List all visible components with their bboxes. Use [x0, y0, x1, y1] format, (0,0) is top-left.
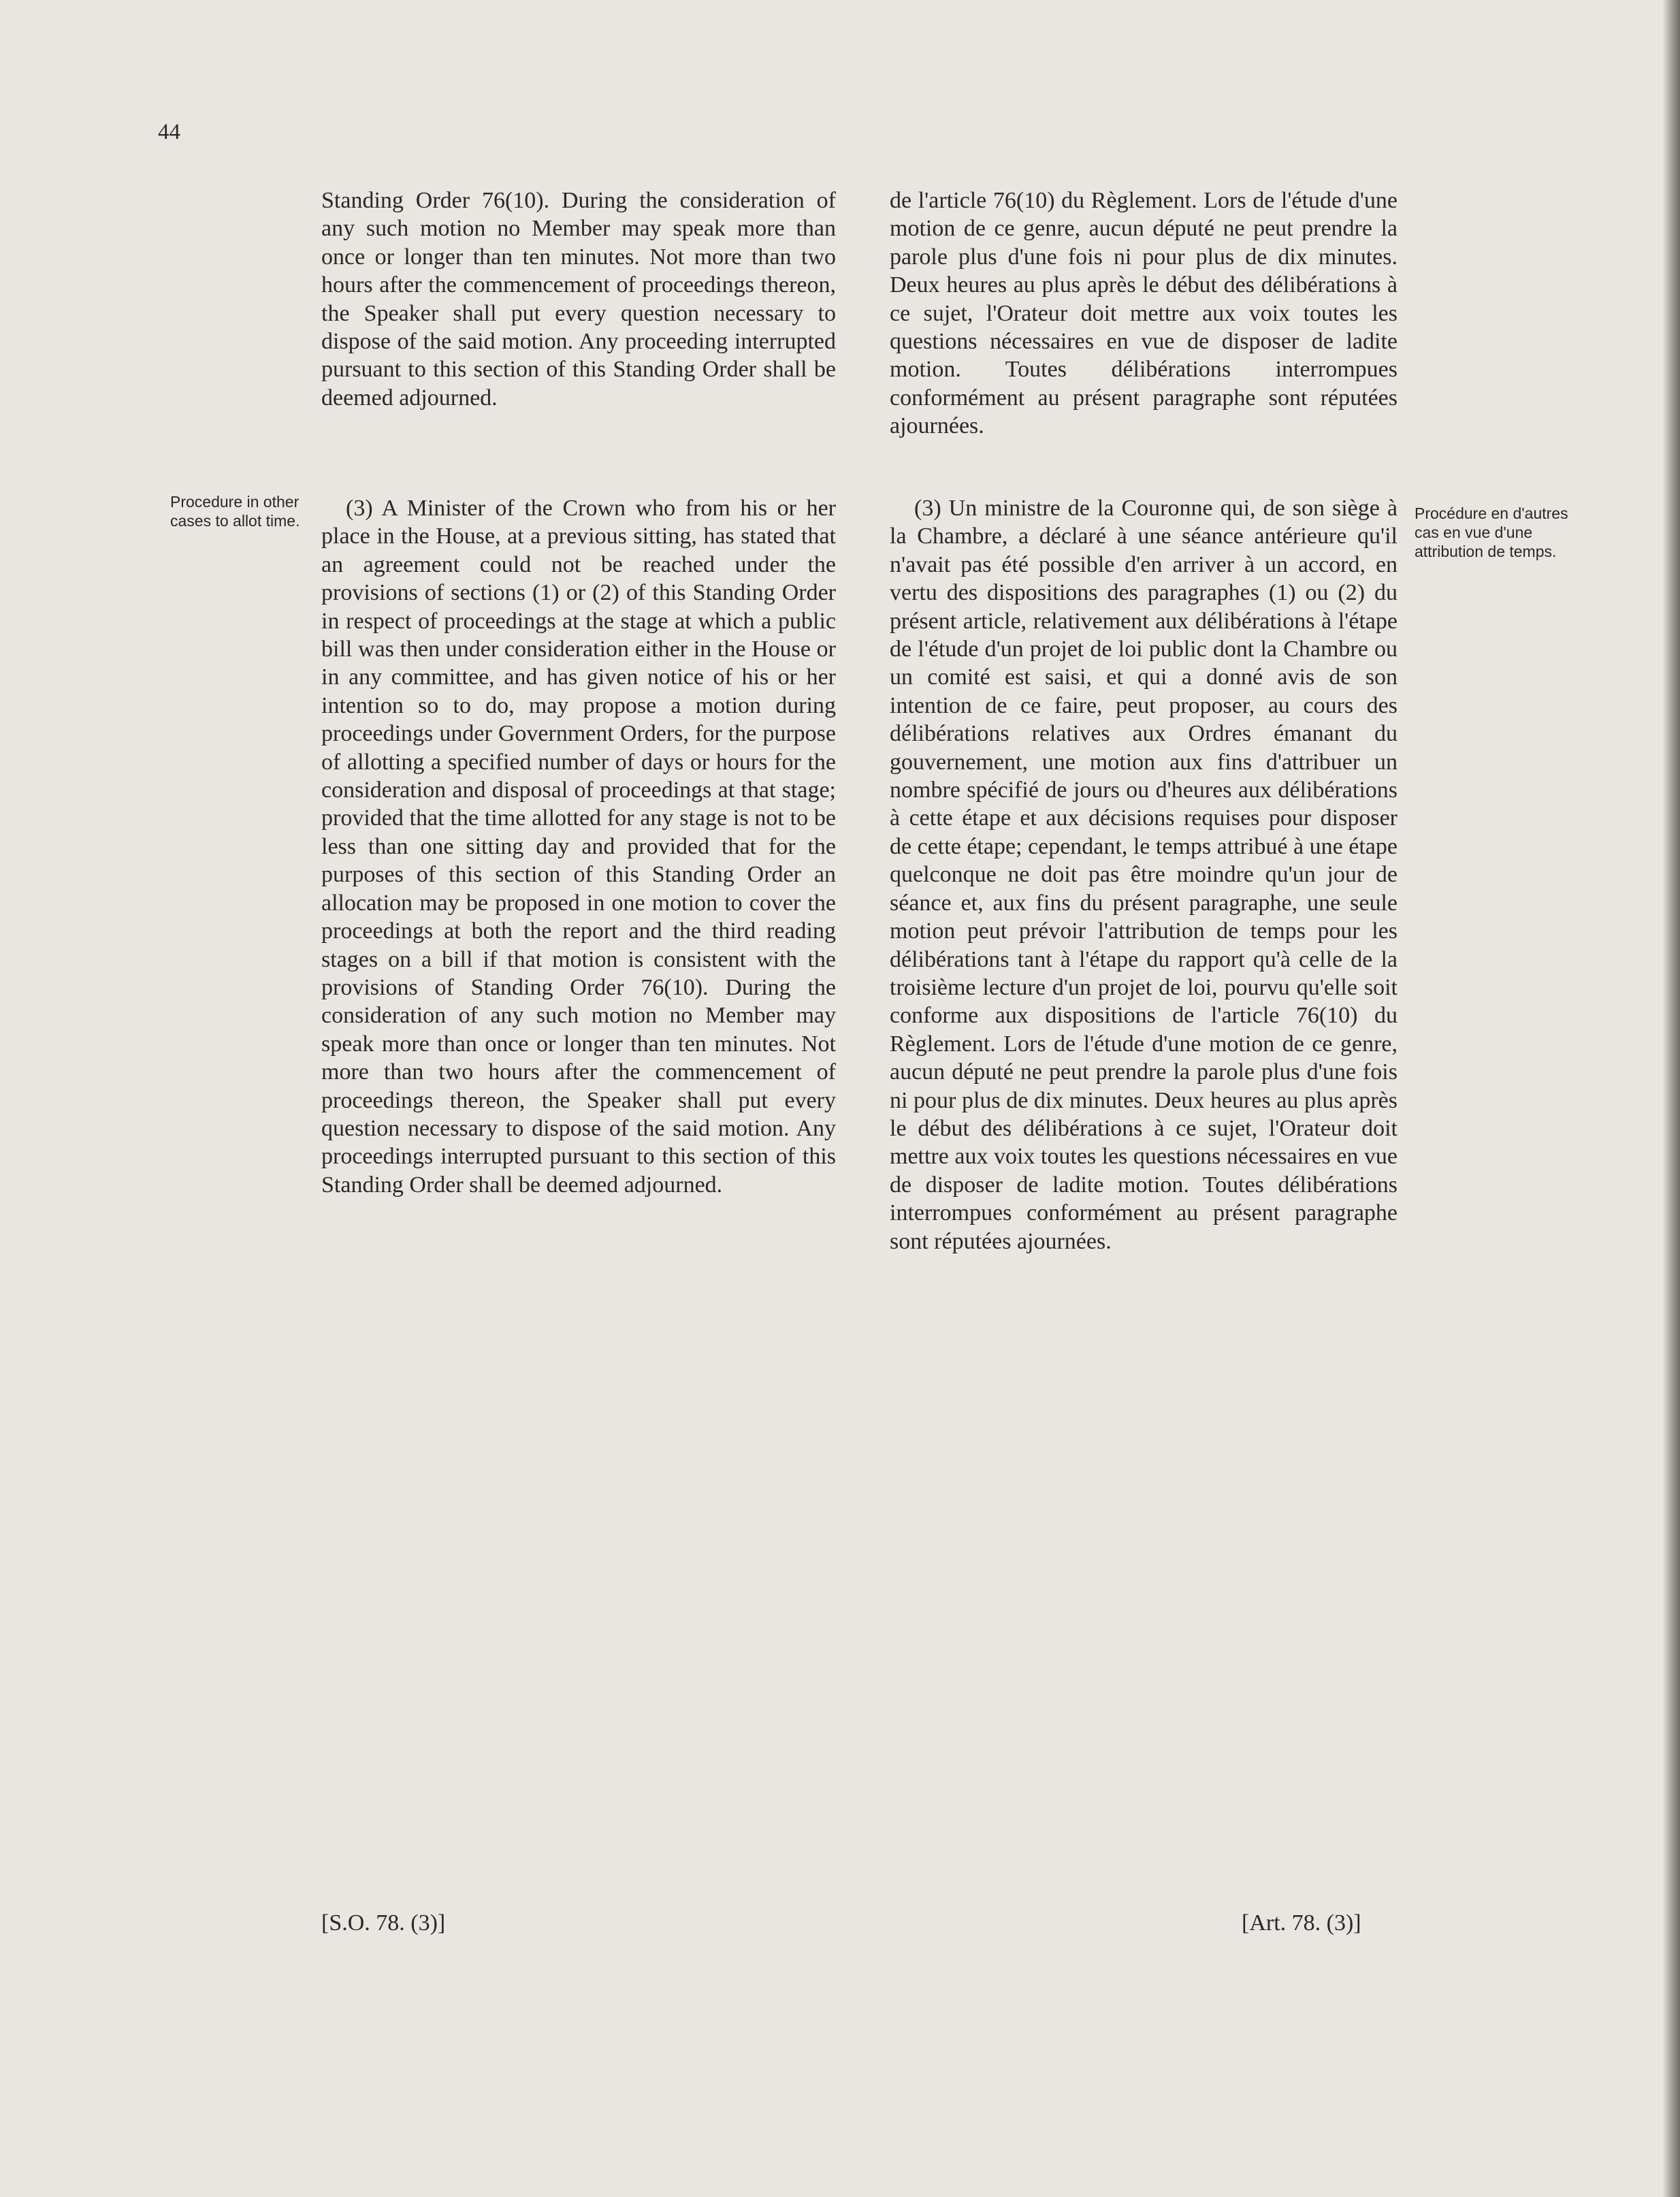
english-paragraph-2: (3) A Minister of the Crown who from his or her place in the House, at a previous sitting, has stated that an agreement could not be reached under the provisions of sections (1) or (2) of this Standing Order in respect of proceedings at the stage at which a public bill was then under consideration either in the House or in any committee, and has given notice of his or her intention so to do, may propose a motion during proceedings under Government Orders, for the purpose of allotting a specified number of days or hours for the consideration and disposal of proceedings at that stage; provided that the time allotted for any stage is not to be less than one sitting day and provided that for the purposes of this section of this Standing Order an allocation may be proposed in one motion to cover the proceedings at both the report and the third reading stages on a bill if that motion is consistent with the provisions of Standing Order 76(10). During the consideration of any such motion no Member may speak more than once or longer than ten minutes. Not more than two hours after the commencement of proceedings thereon, the Speaker shall put every question necessary to dispose of the said motion. Any proceedings interrupted pursuant to this section of this Standing Order shall be deemed adjourned. — [321, 496, 836, 1198]
footer-english-reference: [S.O. 78. (3)] — [321, 1910, 446, 1936]
english-column — [321, 187, 836, 1198]
page-binding-edge — [1662, 0, 1680, 2197]
margin-note-english: Procedure in other cases to allot time. — [170, 493, 300, 530]
page-number: 44 — [158, 120, 180, 144]
english-paragraph-1: Standing Order 76(10). During the consideration of any such motion no Member may speak more than once or longer than ten minutes. Not more than two hours after the commencement of proceedings thereon, the Speaker shall put every question necessary to dispose of the said motion. Any proceeding interrupted pursuant to this section of this Standing Order shall be deemed adjourned. — [321, 188, 836, 411]
french-paragraph-2: (3) Un ministre de la Couronne qui, de son siège à la Chambre, a déclaré à une séance antérieure qu'il n'avait pas été possible d'en arriver à un accord, en vertu des dispositions des paragraphes (1) ou (2) du présent article, relativement aux délibérations à l'étape de l'étude d'un projet de loi public dont la Chambre ou un comité est saisi, et qui a donné avis de son intention de ce faire, peut proposer, au cours des délibérations relatives aux Ordres émanant du gouvernement, une motion aux fins d'attribuer un nombre spécifié de jours ou d'heures aux délibérations à cette étape et aux décisions requises pour disposer de cette étape; cependant, le temps attribué à une étape quelconque ne doit pas être moindre qu'un jour de séance et, aux fins du présent paragraphe, une seule motion peut prévoir l'attribution de temps pour les délibérations tant à l'étape du rapport qu'à celle de la troisième lecture d'un projet de loi, pourvu qu'elle soit conforme aux dispositions de l'article 76(10) du Règlement. Lors de l'étude d'une motion de ce genre, aucun député ne peut prendre la parole plus d'une fois ni pour plus de dix minutes. Deux heures au plus après le début des délibérations à ce sujet, l'Orateur doit mettre aux voix toutes les questions nécessaires en vue de disposer de ladite motion. Toutes délibérations interrompues conformément au présent paragraphe sont réputées ajournées. — [890, 496, 1398, 1254]
french-column — [890, 187, 1398, 1254]
french-paragraph-1: de l'article 76(10) du Règlement. Lors de l'étude d'une motion de ce genre, aucun député ne peut prendre la parole plus d'une fois ni pour plus de dix minutes. Deux heures au plus après le début des délibérations à ce sujet, l'Orateur doit mettre aux voix toutes les questions nécessaires en vue de disposer de ladite motion. Toutes délibérations interrompues conformément au présent paragraphe sont réputées ajournées. — [890, 188, 1398, 439]
margin-note-french: Procédure en d'autres cas en vue d'une attribution de temps. — [1415, 504, 1568, 560]
footer-french-reference: [Art. 78. (3)] — [1242, 1910, 1361, 1936]
